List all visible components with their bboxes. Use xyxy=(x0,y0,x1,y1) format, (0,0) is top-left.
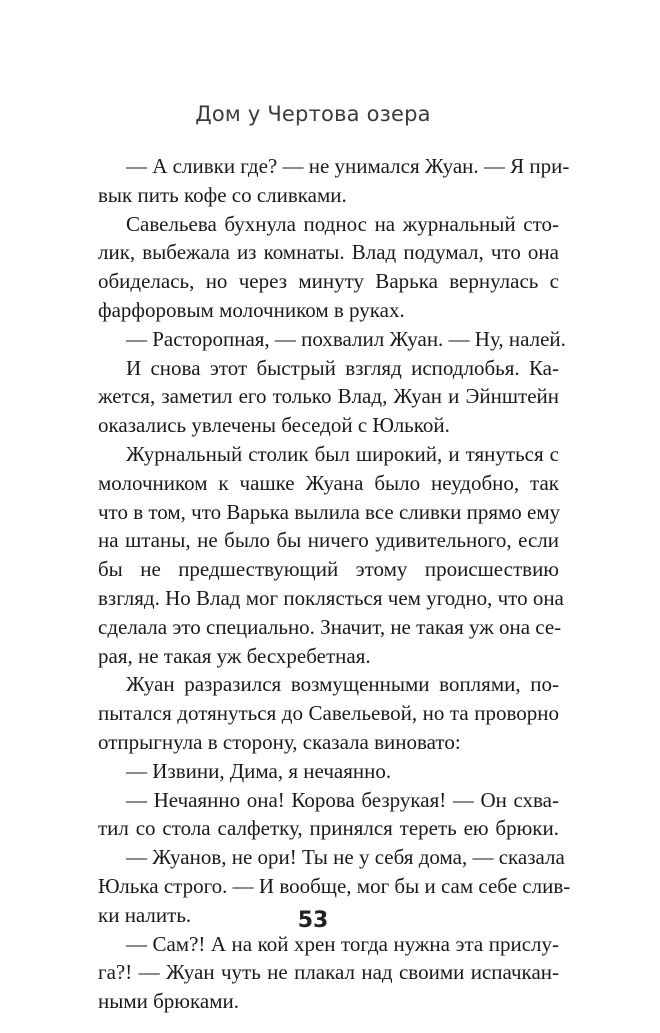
text-line: — А сливки где? — не унимался Жуан. — Я при- xyxy=(126,154,570,178)
text-line: Юлька строго. — И вообще, мог бы и сам себе слив- xyxy=(98,873,571,898)
text-line: Журнальный столик был широкий, и тянуться с xyxy=(126,441,559,466)
text-line: сделала это специально. Значит, не такая уж она се- xyxy=(98,614,562,639)
text-line: отпрыгнула в сторону, сказала виновато: xyxy=(98,729,461,754)
text-line: — Извини, Дима, я нечаянно. xyxy=(126,758,392,783)
text-line: ки налить. xyxy=(98,902,192,927)
body-text xyxy=(98,152,571,1016)
text-line: ными брюками. xyxy=(98,989,239,1014)
text-line: — Расторопная, — похвалил Жуан. — Ну, налей. xyxy=(126,326,566,351)
text-line: пытался дотянуться до Савельевой, но та проворно xyxy=(98,701,559,726)
text-line: обиделась, но через минуту Варька вернулась с xyxy=(98,269,559,294)
text-line: бы не предшествующий этому происшествию xyxy=(98,557,559,582)
text-line: молочником к чашке Жуана было неудобно, так xyxy=(98,470,559,495)
text-line: — Жуанов, не ори! Ты не у себя дома, — сказала xyxy=(126,845,565,870)
text-line: на штаны, не было бы ничего удивительного, если xyxy=(98,528,559,553)
text-line: рая, не такая уж бесхребетная. xyxy=(98,643,371,668)
text-line: лик, выбежала из комнаты. Влад подумал, что она xyxy=(98,240,559,265)
text-line: И снова этот быстрый взгляд исподлобья. Ка- xyxy=(126,355,559,380)
text-line: вык пить кофе со сливками. xyxy=(98,182,347,207)
text-line: что в том, что Варька вылила все сливки прямо ему xyxy=(98,499,561,524)
running-head: Дом у Чертова озера xyxy=(195,102,431,126)
text-line: фарфоровым молочником в руках. xyxy=(98,297,405,322)
text-line: — Сам?! А на кой хрен тогда нужна эта прислу- xyxy=(126,931,559,956)
text-line: тил со стола салфетку, принялся тереть ею брюки. xyxy=(98,816,559,841)
text-line: — Нечаянно она! Корова безрукая! — Он схва- xyxy=(126,787,559,812)
page-number: 53 xyxy=(297,908,329,933)
text-line: Савельева бухнула поднос на журнальный сто- xyxy=(126,211,559,236)
text-line: взгляд. Но Влад мог поклясться чем угодно, что она xyxy=(98,585,564,610)
text-line: га?! — Жуан чуть не плакал над своими испачкан- xyxy=(98,960,559,985)
text-line: оказались увлечены беседой с Юлькой. xyxy=(98,413,450,438)
text-line: жется, заметил его только Влад, Жуан и Эйнштейн xyxy=(98,384,559,409)
text-line: Жуан разразился возмущенными воплями, по- xyxy=(126,672,559,697)
